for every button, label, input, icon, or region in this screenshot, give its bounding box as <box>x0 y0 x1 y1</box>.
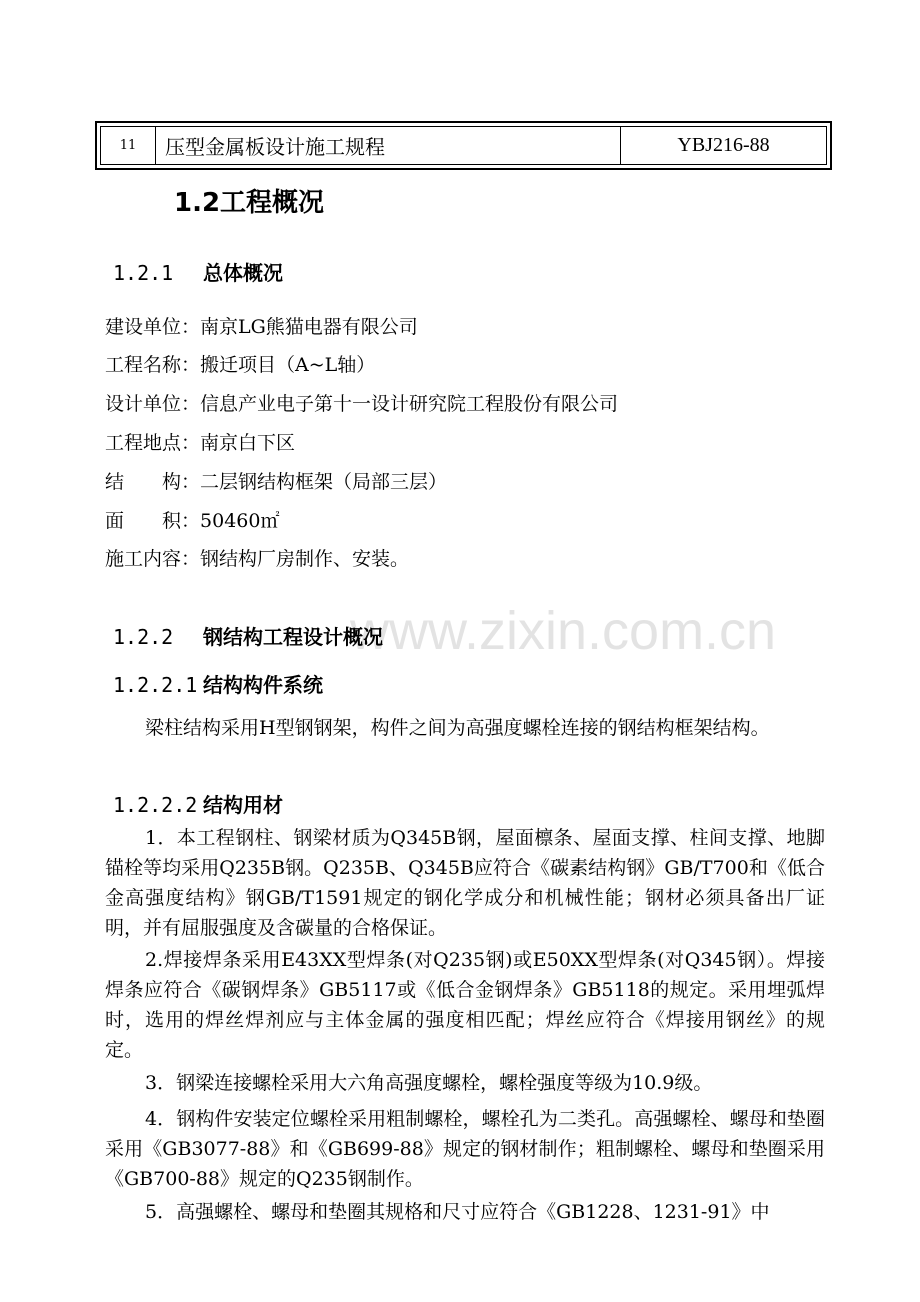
info-line-scope <box>105 544 409 571</box>
paragraph-bolt-specs: 5．高强螺栓、螺母和垫圈其规格和尺寸应符合《GB1228、1231-91》中 <box>145 1201 770 1223</box>
paragraph-positioning-bolts: 4．钢构件安装定位螺栓采用粗制螺栓，螺栓孔为二类孔。高强螺栓、螺母和垫圈采用《GB3077-88》和《GB699-88》规定的钢材制作；粗制螺栓、螺母和垫圈采用《GB700-88》规定的Q235钢制作。 <box>105 1108 825 1190</box>
paragraph-bolts: 3．钢梁连接螺栓采用大六角高强度螺栓，螺栓强度等级为10.9级。 <box>145 1072 713 1094</box>
info-value: 钢结构厂房制作、安装。 <box>200 548 410 570</box>
heading-1-2-2 <box>113 621 383 650</box>
heading-number: 1.2.2.2 <box>113 793 198 817</box>
heading-text: 总体概况 <box>203 261 283 285</box>
info-key: 工程名称： <box>105 354 201 376</box>
section-title: 1.2工程概况 <box>174 188 325 218</box>
table-cell-standard-name: 压型金属板设计施工规程 <box>156 127 621 164</box>
info-value: 南京LG熊猫电器有限公司 <box>200 316 418 338</box>
info-key: 设计单位： <box>105 393 201 415</box>
heading-1-2-2-2 <box>113 789 283 818</box>
info-line-area <box>105 506 279 533</box>
paragraph-structure-system: 梁柱结构采用H型钢钢架，构件之间为高强度螺栓连接的钢结构框架结构。 <box>145 717 770 739</box>
standards-table-row <box>100 126 827 165</box>
paragraph-steel-material: 1．本工程钢柱、钢梁材质为Q345B钢，屋面檩条、屋面支撑、柱间支撑、地脚锚栓等均采用Q235B钢。Q235B、Q345B应符合《碳素结构钢》GB/T700和《低合金高强度结构》钢GB/T1591规定的钢化学成分和机械性能；钢材必须具备出厂证明，并有屈服强度及含碳量的合格保证。 <box>105 827 825 939</box>
info-value: 南京白下区 <box>200 432 296 454</box>
info-value: 二层钢结构框架（局部三层） <box>200 471 448 493</box>
info-key: 结 构： <box>105 471 201 493</box>
info-value: 50460㎡ <box>200 510 280 532</box>
info-key: 面 积： <box>105 510 201 532</box>
info-key: 建设单位： <box>105 316 201 338</box>
info-line-builder <box>105 312 418 339</box>
heading-text: 结构用材 <box>203 793 283 817</box>
table-cell-standard-code: YBJ216-88 <box>677 134 770 156</box>
watermark: www.zixin.com.cn <box>350 601 777 661</box>
heading-number: 1.2.1 <box>113 261 174 285</box>
heading-text: 钢结构工程设计概况 <box>203 625 383 649</box>
info-value: 搬迁项目（A~L轴） <box>200 354 376 376</box>
standards-table <box>95 121 832 170</box>
info-key: 施工内容： <box>105 548 201 570</box>
heading-1-2-1 <box>113 257 283 286</box>
info-line-structure <box>105 467 447 494</box>
info-line-designer <box>105 389 618 416</box>
heading-number: 1.2.2 <box>113 625 174 649</box>
heading-1-2-2-1 <box>113 669 323 698</box>
info-key: 工程地点： <box>105 432 201 454</box>
table-cell-number: 11 <box>101 127 156 164</box>
info-line-location <box>105 428 295 455</box>
info-value: 信息产业电子第十一设计研究院工程股份有限公司 <box>200 393 619 415</box>
info-line-project-name <box>105 350 375 377</box>
paragraph-welding: 2.焊接焊条采用E43XX型焊条(对Q235钢)或E50XX型焊条(对Q345钢）。焊接焊条应符合《碳钢焊条》GB5117或《低合金钢焊条》GB5118的规定。采用埋弧焊时，选用的焊丝焊剂应与主体金属的强度相匹配；焊丝应符合《焊接用钢丝》的规定。 <box>105 949 825 1061</box>
heading-text: 结构构件系统 <box>203 673 323 697</box>
heading-number: 1.2.2.1 <box>113 673 198 697</box>
